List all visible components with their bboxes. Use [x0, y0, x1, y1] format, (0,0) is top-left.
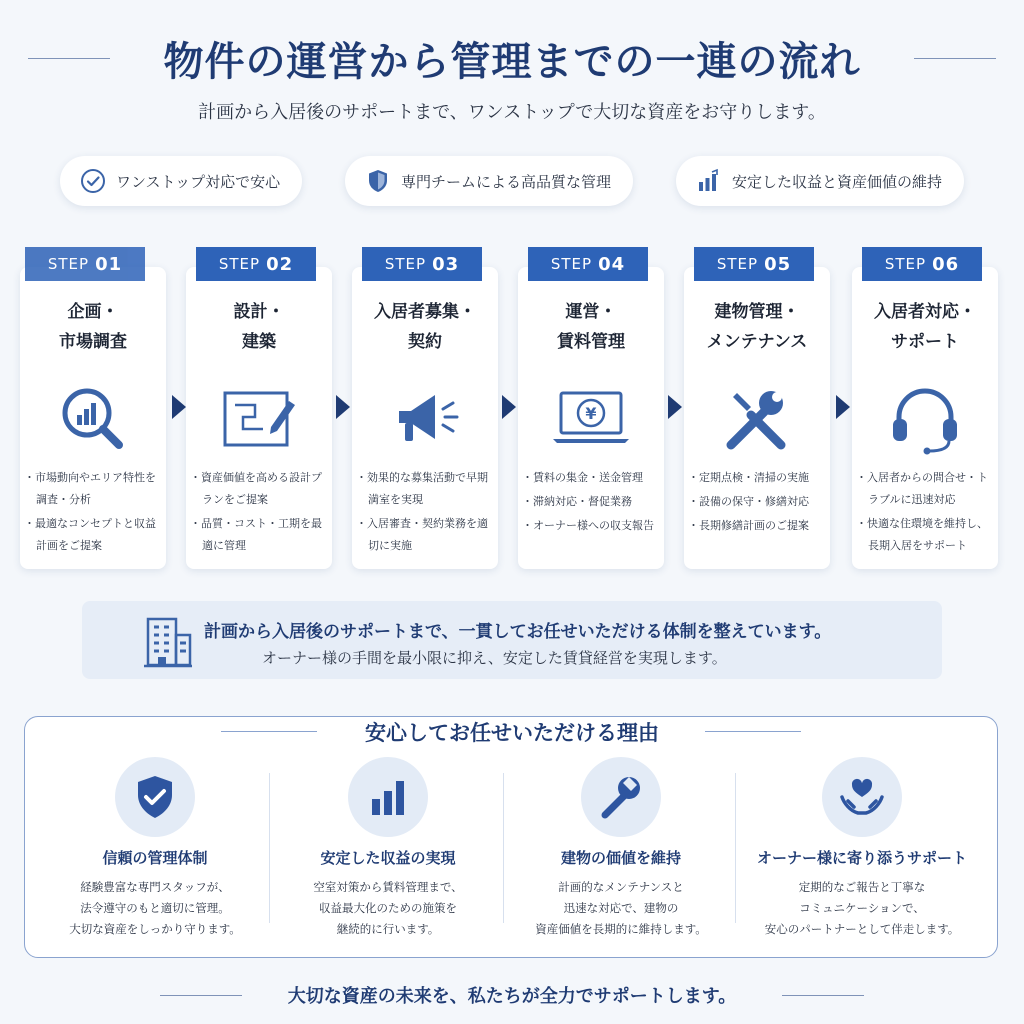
building-icon — [142, 613, 194, 669]
bar-chart-icon — [696, 168, 722, 194]
reason-icon-circle — [115, 757, 195, 837]
reason-desc: 空室対策から賃料管理まで、 収益最大化のための施策を 継続的に行います。 — [313, 880, 463, 936]
footer-left-rule — [160, 995, 242, 996]
step-card-05 — [684, 267, 830, 569]
flow-arrow — [172, 395, 186, 419]
step-card-02 — [186, 267, 332, 569]
check-circle-icon — [80, 168, 106, 194]
heart-hands-icon — [838, 773, 886, 821]
step-title: 建物管理・ メンテナンス — [706, 302, 808, 352]
step-bullets: ・ 市場動向やエリア特性を調査・分析 ・ 最適なコンセプトと収益計画をご提案 — [28, 467, 162, 559]
step-tag-05: STEP 05 — [694, 247, 814, 281]
step-bullets: ・ 入居者からの問合せ・トラブルに迅速対応 ・ 快適な住環境を維持し、長期入居をサポート — [860, 467, 994, 559]
page-subtitle: 計画から入居後のサポートまで、ワンストップで大切な資産をお守りします。 — [198, 102, 826, 123]
reason-item-support — [737, 757, 987, 947]
step-card-04 — [518, 267, 664, 569]
step-tag-03: STEP 03 — [362, 247, 482, 281]
reason-divider — [269, 773, 270, 923]
step-title: 設計・ 建築 — [233, 302, 285, 352]
footer-right-rule — [782, 995, 864, 996]
step-tag-02: STEP 02 — [196, 247, 316, 281]
summary-banner — [82, 601, 942, 679]
step-bullets: ・ 定期点検・清掃の実施 ・ 設備の保守・修繕対応 ・ 長期修繕計画のご提案 — [692, 467, 826, 539]
shield-check-icon — [131, 773, 179, 821]
flow-arrow — [668, 395, 682, 419]
reason-desc: 計画的なメンテナンスと 迅速な対応で、建物の 資産価値を長期的に維持します。 — [535, 880, 707, 936]
steps-flow — [20, 247, 1004, 569]
laptop-yen-icon — [551, 379, 631, 459]
step-title: 運営・ 賃料管理 — [557, 302, 625, 352]
page-title: 物件の運営から管理までの一連の流れ — [163, 37, 861, 85]
blueprint-pencil-icon — [219, 379, 299, 459]
magnifier-chart-icon — [53, 379, 133, 459]
reason-title: オーナー様に寄り添うサポート — [756, 849, 967, 867]
reason-divider — [503, 773, 504, 923]
reason-title: 建物の価値を維持 — [560, 849, 681, 867]
reason-icon-circle — [822, 757, 902, 837]
reason-title: 信頼の管理体制 — [102, 849, 208, 867]
feature-pill-label: 専門チームによる高品質な管理 — [401, 172, 612, 191]
title-row — [0, 28, 1024, 88]
reason-desc: 経験豊富な専門スタッフが、 法令遵守のもと適切に管理。 大切な資産をしっかり守ります。 — [69, 880, 241, 936]
step-tag-06: STEP 06 — [862, 247, 982, 281]
wrench-screwdriver-icon — [717, 379, 797, 459]
step-title: 入居者対応・ サポート — [874, 302, 976, 352]
feature-pill-label: ワンストップ対応で安心 — [116, 172, 281, 191]
feature-pill-team — [345, 156, 633, 206]
flow-arrow — [836, 395, 850, 419]
feature-pills — [60, 156, 964, 206]
reason-item-value — [505, 757, 737, 947]
step-title: 入居者募集・ 契約 — [374, 302, 476, 352]
shield-icon — [365, 168, 391, 194]
headset-icon — [885, 379, 965, 459]
reasons-title-wrap — [25, 717, 999, 747]
step-card-06 — [852, 267, 998, 569]
svg-text:¥: ¥ — [585, 404, 597, 423]
step-tag-04: STEP 04 — [528, 247, 648, 281]
flow-arrow — [502, 395, 516, 419]
reason-icon-circle — [348, 757, 428, 837]
step-card-03 — [352, 267, 498, 569]
reason-item-trust — [39, 757, 271, 947]
step-title: 企画・ 市場調査 — [59, 302, 127, 352]
feature-pill-onestop — [60, 156, 302, 206]
reason-divider — [735, 773, 736, 923]
reason-item-revenue — [272, 757, 504, 947]
reasons-panel — [24, 716, 998, 958]
wrench-icon — [597, 773, 645, 821]
reason-desc: 定期的なご報告と丁寧な コミュニケーションで、 安心のパートナーとして伴走します。 — [764, 880, 960, 936]
footer — [0, 980, 1024, 1010]
step-bullets: ・ 賃料の集金・送金管理 ・ 滞納対応・督促業務 ・ オーナー様への収支報告 — [526, 467, 660, 539]
step-tag-01: STEP 01 — [25, 247, 145, 281]
reason-icon-circle — [581, 757, 661, 837]
megaphone-icon — [385, 379, 465, 459]
footer-tagline: 大切な資産の未来を、私たちが全力でサポートします。 — [270, 982, 755, 1008]
step-card-01 — [20, 267, 166, 569]
step-bullets: ・ 効果的な募集活動で早期満室を実現 ・ 入居審査・契約業務を適切に実施 — [360, 467, 494, 559]
flow-arrow — [336, 395, 350, 419]
reason-title: 安定した収益の実現 — [320, 849, 456, 867]
step-bullets: ・ 資産価値を高める設計プランをご提案 ・ 品質・コスト・工期を最適に管理 — [194, 467, 328, 559]
bar-chart-icon — [364, 773, 412, 821]
reasons-title: 安心してお任せいただける理由 — [349, 717, 675, 747]
feature-pill-label: 安定した収益と資産価値の維持 — [731, 172, 942, 191]
feature-pill-revenue — [676, 156, 964, 206]
banner-headline: 計画から入居後のサポートまで、一貫してお任せいただける体制を整えています。 — [204, 622, 832, 642]
banner-subline: オーナー様の手間を最小限に抑え、安定した賃貸経営を実現します。 — [262, 649, 727, 667]
